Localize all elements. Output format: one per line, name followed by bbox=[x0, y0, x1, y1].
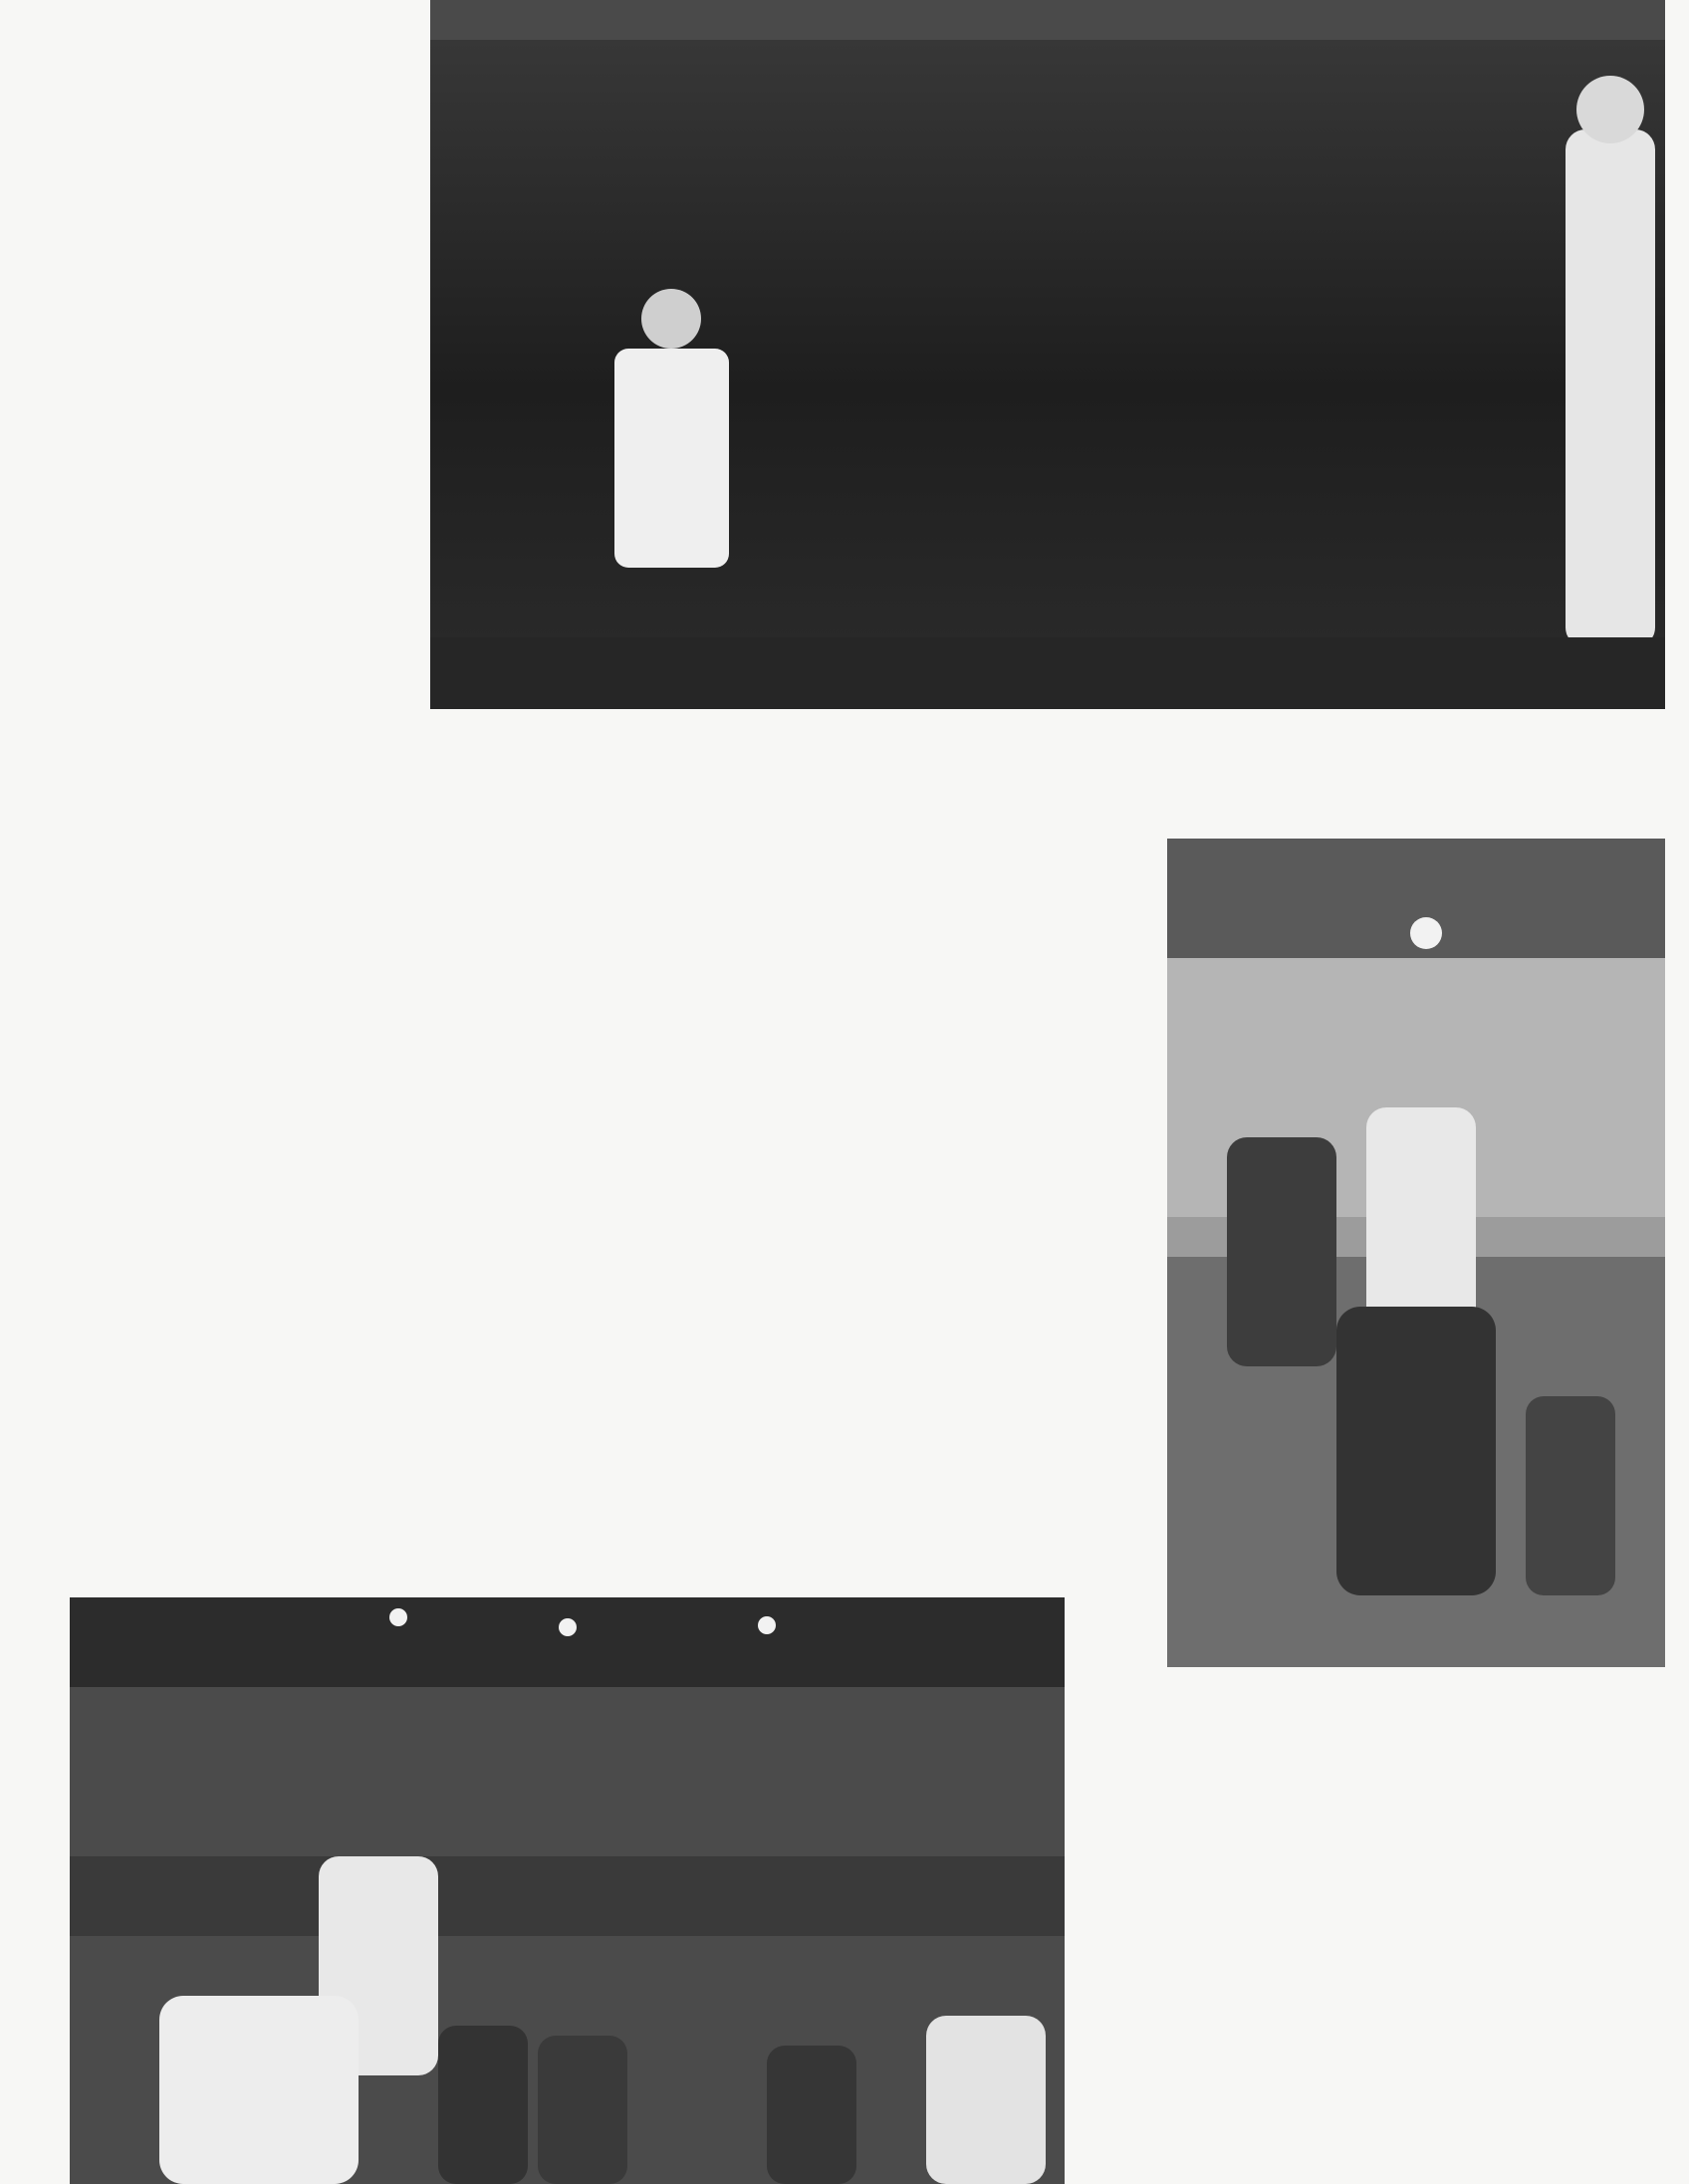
schedule-header bbox=[64, 852, 542, 886]
team-photo bbox=[430, 0, 1665, 709]
jump-ball-photo bbox=[1167, 839, 1665, 1667]
schedule-table bbox=[64, 852, 542, 886]
jump-ball-image bbox=[1167, 839, 1665, 1667]
shot-image bbox=[70, 1597, 1065, 2184]
shot-photo bbox=[70, 1597, 1065, 2184]
team-photo-image bbox=[430, 0, 1665, 709]
